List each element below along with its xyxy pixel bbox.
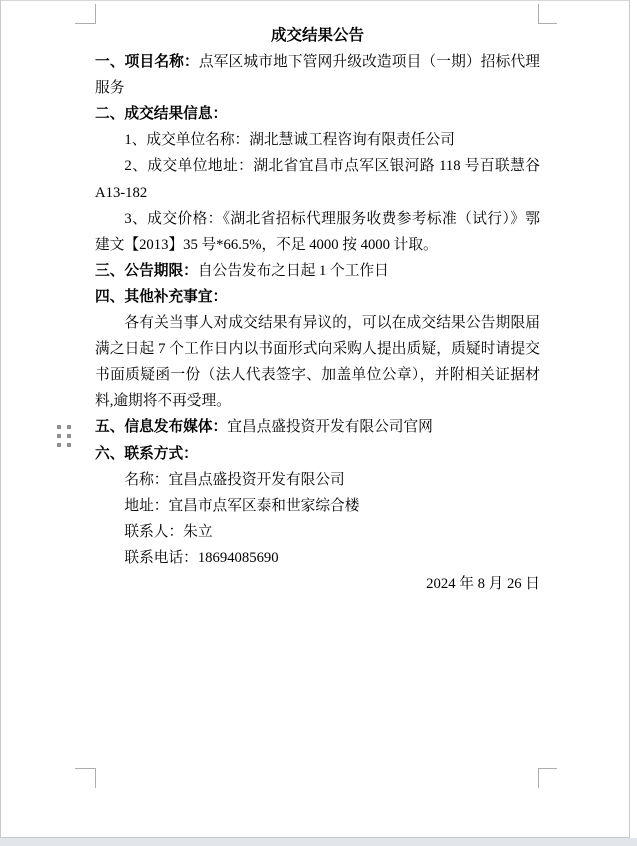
section-1-project-name (95, 49, 540, 101)
dot (67, 434, 71, 438)
text-boundary-mark-bottom-right (538, 768, 557, 788)
dot (57, 425, 61, 429)
page-bottom-edge (0, 838, 637, 846)
document-date: 2024 年 8 月 26 日 (426, 575, 540, 592)
section-5-label: 五、信息发布媒体： (95, 419, 228, 436)
section-2-item-2: 2、成交单位地址：湖北省宜昌市点军区银河路 118 号百联慧谷 A13-182 (95, 158, 540, 201)
section-1-text: 点军区城市地下管网升级改造项目（一期）招标代理服务 (95, 54, 540, 97)
contact-phone: 联系电话：18694085690 (124, 549, 279, 566)
section-3-announcement-period (95, 258, 540, 284)
dot (57, 443, 61, 447)
section-2-label: 二、成交结果信息： (95, 106, 228, 123)
drag-handle-icon[interactable] (57, 425, 71, 447)
section-5-text: 宜昌点盛投资开发有限公司官网 (227, 419, 433, 436)
section-5-publish-media (95, 414, 540, 440)
contact-address: 地址：宜昌市点军区泰和世家综合楼 (124, 497, 360, 514)
text-boundary-mark-top-right (538, 4, 557, 24)
section-3-label: 三、公告期限： (95, 262, 198, 279)
text-boundary-mark-top-left (75, 4, 96, 24)
section-3-text: 自公告发布之日起 1 个工作日 (197, 262, 389, 279)
section-6-heading (95, 441, 540, 467)
document-title: 成交结果公告 (270, 27, 364, 44)
section-4-heading (95, 284, 540, 310)
text-boundary-mark-bottom-left (75, 768, 96, 788)
section-4-body: 各有关当事人对成交结果有异议的，可以在成交结果公告期限届满之日起 7 个工作日内以书面形式向采购人提出质疑，质疑时请提交书面质疑函一份（法人代表签字、加盖单位公章），并附相关证据材料,逾期将不再受理。 (95, 315, 540, 410)
section-4-label: 四、其他补充事宜： (95, 288, 228, 305)
section-2-item-1: 1、成交单位名称：湖北慧诚工程咨询有限责任公司 (124, 132, 455, 149)
section-6-label: 六、联系方式： (95, 445, 198, 462)
dot (67, 443, 71, 447)
contact-name: 名称：宜昌点盛投资开发有限公司 (124, 471, 345, 488)
dot (67, 425, 71, 429)
section-2-item-3: 3、成交价格：《湖北省招标代理服务收费参考标准（试行）》鄂建文【2013】35 号*66.5%，不足 4000 按 4000 计取。 (95, 210, 540, 253)
section-2-heading (95, 101, 540, 127)
section-1-label: 一、项目名称： (95, 54, 199, 71)
dot (57, 434, 61, 438)
document-body (95, 23, 540, 597)
contact-person: 联系人：朱立 (124, 523, 213, 540)
